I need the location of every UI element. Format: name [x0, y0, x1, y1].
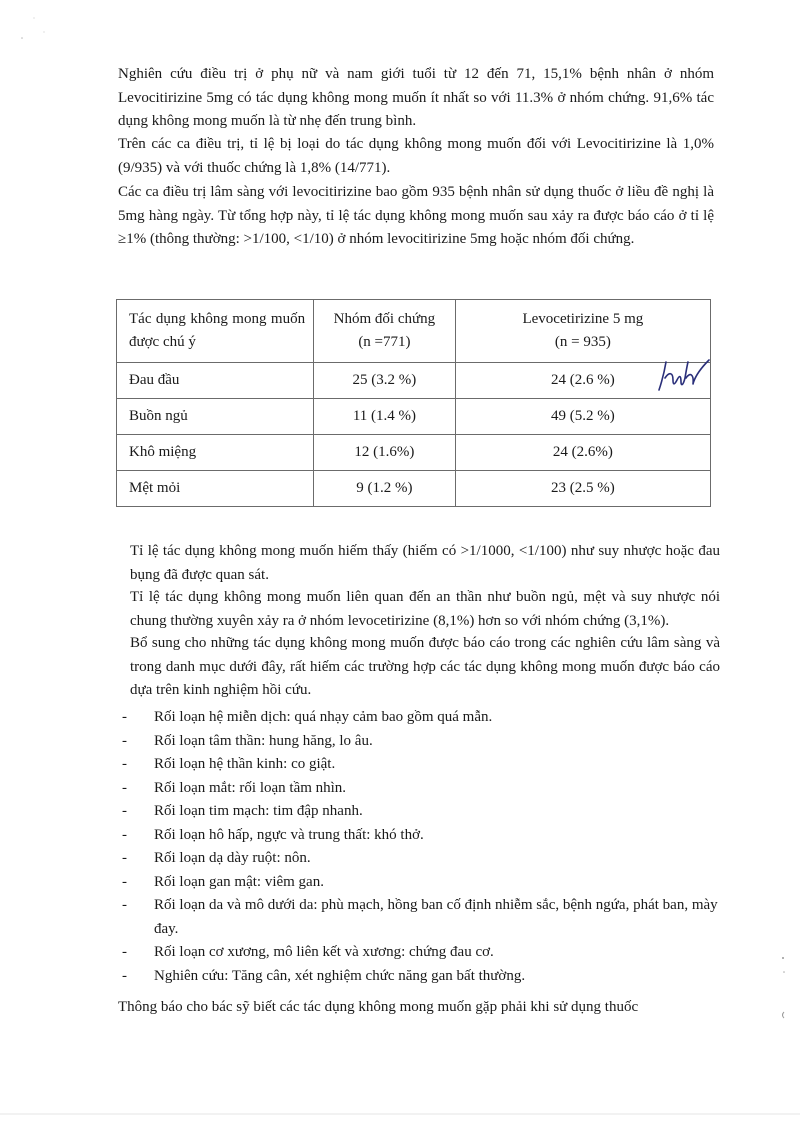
list-item [118, 800, 718, 824]
table-header-row [117, 300, 711, 363]
list-item-text: Nghiên cứu: Tăng cân, xét nghiệm chức năng gan bất thường. [154, 967, 526, 984]
list-dash: - [122, 756, 127, 772]
header-levo-n: (n = 935) [554, 334, 611, 350]
list-dash: - [122, 944, 127, 960]
cell-levo: 49 (5.2 %) [455, 399, 710, 435]
list-item [118, 777, 718, 801]
header-control-label: Nhóm đối chứng [333, 311, 436, 327]
cell-effect: Mệt mỏi [117, 471, 314, 507]
table-row [117, 435, 711, 471]
paragraph-postmarketing: Bổ sung cho những tác dụng không mong muốn được báo cáo trong các nghiên cứu lâm sàng và trong danh mục dưới đây, rất hiếm các trường hợp các tác dụng không mong muốn được báo cáo dựa trên kinh nghiệm hồi cứu. [130, 635, 720, 698]
paragraph-sedation: Tỉ lệ tác dụng không mong muốn liên quan đến an thần như buồn ngủ, mệt và suy nhược nói chung thường xuyên xảy ra ở nhóm levocetirizine (8,1%) hơn so với nhóm chứng (3,1%). [130, 589, 720, 629]
list-dash: - [122, 779, 127, 796]
list-dash: - [122, 826, 127, 843]
cell-control: 25 (3.2 %) [314, 363, 456, 399]
list-item-text: Rối loạn mắt: rối loạn tầm nhìn. [154, 779, 347, 796]
header-control-n: (n =771) [358, 334, 411, 350]
list-item-text: Rối loạn hô hấp, ngực và trung thất: khó thở. [154, 826, 424, 843]
cell-levo: 24 (2.6%) [455, 435, 710, 471]
cell-effect: Đau đầu [117, 363, 314, 399]
list-item-text: Rối loạn da và mô dưới da: phù mạch, hồng ban cố định nhiễm sắc, bệnh ngứa, phát ban, mày đay. [154, 897, 718, 937]
list-item-text: Rối loạn hệ thần kinh: co giật. [154, 756, 336, 772]
handwritten-signature [653, 356, 713, 396]
header-control-group [314, 300, 456, 363]
list-dash: - [122, 850, 127, 866]
adverse-effect-list [118, 706, 718, 988]
paragraph-withdrawal-rate: Trên các ca điều trị, tỉ lệ bị loại do tác dụng không mong muốn đối với Levocitirizine là 1,0% (9/935) và với thuốc chứng là 1,8% (14/771). [118, 136, 714, 176]
list-item [118, 871, 718, 895]
table-row [117, 471, 711, 507]
list-dash: - [122, 897, 127, 913]
adverse-effects-table [116, 299, 711, 507]
cell-effect: Khô miệng [117, 435, 314, 471]
list-dash: - [122, 873, 127, 890]
header-effect: Tác dụng không mong muốn được chú ý [117, 300, 314, 363]
cell-control: 12 (1.6%) [314, 435, 456, 471]
list-item [118, 706, 718, 730]
list-dash: - [122, 803, 127, 819]
paragraph-notify-doctor: Thông báo cho bác sỹ biết các tác dụng không mong muốn gặp phải khi sử dụng thuốc [118, 999, 639, 1015]
table-row [117, 363, 711, 399]
list-item-text: Rối loạn dạ dày ruột: nôn. [154, 850, 311, 866]
cell-levo: 23 (2.5 %) [455, 471, 710, 507]
list-dash: - [122, 967, 127, 984]
paragraph-rare-effects: Tỉ lệ tác dụng không mong muốn hiếm thấy (hiếm có >1/1000, <1/100) như suy nhược hoặc đau bụng đã được quan sát. [130, 543, 720, 583]
list-item [118, 941, 718, 965]
list-item [118, 824, 718, 848]
list-item-text: Rối loạn tâm thần: hung hăng, lo âu. [154, 732, 373, 749]
list-item [118, 965, 718, 989]
cell-effect: Buồn ngủ [117, 399, 314, 435]
header-levo-label: Levocetirizine 5 mg [522, 311, 644, 327]
table-row [117, 399, 711, 435]
list-dash: - [122, 709, 127, 725]
cell-levo: 24 (2.6 %) [455, 363, 710, 399]
paragraph-study-summary: Nghiên cứu điều trị ở phụ nữ và nam giới tuổi từ 12 đến 71, 15,1% bệnh nhân ở nhóm Levocitirizine 5mg có tác dụng không mong muốn ít nhất so với 11.3% ở nhóm chứng. 91,6% tác dụng không mong muốn là từ nhẹ đến trung bình. [118, 66, 714, 129]
paragraph-clinical-trials: Các ca điều trị lâm sàng với levocitirizine bao gồm 935 bệnh nhân sử dụng thuốc ở liều đề nghị là 5mg hàng ngày. Từ tổng hợp này, tỉ lệ tác dụng không mong muốn sau xảy ra được báo cáo ở tỉ lệ ≥1% (thông thường: >1/100, <1/10) ở nhóm levocitirizine 5mg hoặc nhóm đối chứng. [118, 184, 714, 247]
list-dash: - [122, 732, 127, 749]
cell-control: 9 (1.2 %) [314, 471, 456, 507]
list-item-text: Rối loạn cơ xương, mô liên kết và xương: chứng đau cơ. [154, 944, 494, 960]
header-levocetirizine-group [455, 300, 710, 363]
list-item [118, 730, 718, 754]
list-item-text: Rối loạn tim mạch: tim đập nhanh. [154, 803, 363, 819]
cell-control: 11 (1.4 %) [314, 399, 456, 435]
list-item [118, 894, 718, 941]
list-item-text: Rối loạn hệ miễn dịch: quá nhạy cảm bao gồm quá mẫn. [154, 709, 493, 725]
list-item-text: Rối loạn gan mật: viêm gan. [154, 873, 324, 890]
list-item [118, 753, 718, 777]
list-item [118, 847, 718, 871]
